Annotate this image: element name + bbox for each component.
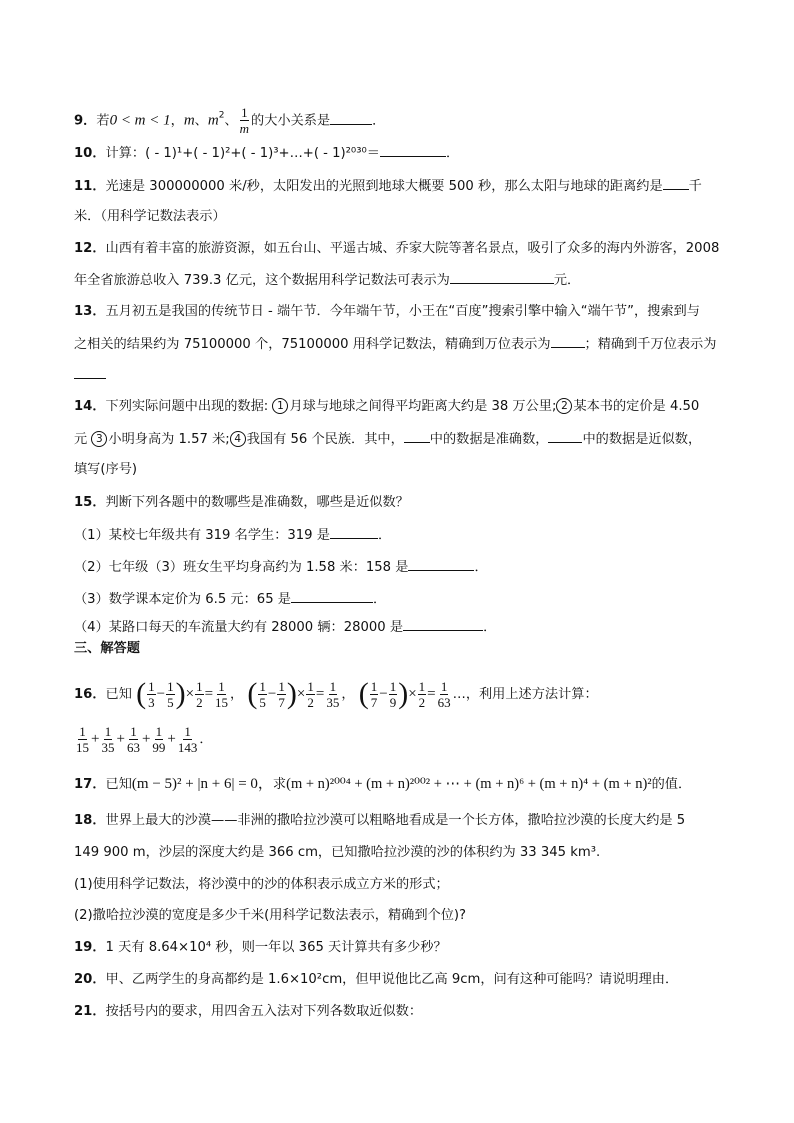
q15-blank-1[interactable]: [330, 526, 378, 539]
question-19: [74, 939, 744, 957]
q17-number: 17．: [74, 777, 106, 792]
question-16: 16．已知 ( $\frac{1}{3}$ − $\frac{1}{5}$ )× $\frac{1}{2}$ = $\frac{1}{15}$ ， ( $\frac{1}{5}$ − $\frac{1}{7}$ )× $\frac{1}{2}$ = $\frac{1}{35}$ ， ( $\frac{1}{7}$ − $\frac{1}{9}$ )× $\frac{1}{2}$ = $\frac{1}{63}$ …，利用上述方法计算：: [74, 677, 598, 710]
q12-blank[interactable]: [450, 271, 554, 284]
q16-s2n: 1: [104, 723, 112, 739]
question-12: [74, 240, 744, 258]
q15-title: 判断下列各题中的数哪些是准确数，哪些是近似数？: [105, 495, 409, 510]
q9-dun2: 、: [224, 113, 238, 129]
q11-unit: 千: [688, 179, 702, 194]
q15-item-4-label: （4）某路口每天的车流量大约有 28000 辆：28000 是: [74, 620, 404, 635]
q14-pre: 下列实际问题中出现的数据:: [105, 399, 269, 414]
q9-frac-den: m: [239, 121, 250, 136]
q9-blank[interactable]: [330, 112, 372, 125]
q15-item-2-label: （2）七年级（3）班女生平均身高约为 1.58 米：158 是: [74, 560, 409, 575]
q16-e3-hn: 1: [418, 678, 426, 694]
q16-s4d: 99: [152, 739, 166, 755]
circle-3: 3: [91, 431, 107, 447]
q16-s4n: 1: [155, 723, 163, 739]
q16-e3-rn: 1: [440, 678, 448, 694]
q15-item-1-end: ．: [377, 528, 392, 543]
q16-e3-bd: 9: [389, 694, 397, 710]
q16-end: ．: [199, 732, 213, 747]
q16-e2-rn: 1: [329, 678, 337, 694]
q11-number: 11．: [74, 179, 106, 194]
q16-e1-bd: 5: [167, 694, 174, 710]
question-14: [74, 398, 744, 416]
q16-eq2: ( $\frac{1}{5}$ − $\frac{1}{7}$ )× $\frac{1}{2}$ = $\frac{1}{35}$: [247, 677, 340, 710]
q16-eq3: ( $\frac{1}{7}$ − $\frac{1}{9}$ )× $\frac{1}{2}$ = $\frac{1}{63}$: [358, 677, 451, 710]
q16-s2d: 35: [101, 739, 115, 755]
q10-end: ．: [445, 146, 460, 161]
q17-condition: (m − 5)² + |n + 6| = 0，: [131, 776, 273, 792]
q14-item1: 月球与地球之间得平均距离大约是 38 万公里;: [289, 399, 557, 414]
q9-inequality: 0 < m < 1: [109, 112, 171, 129]
q18-number: 18．: [74, 813, 106, 828]
circle-4: 4: [230, 431, 246, 447]
q14-approx: 中的数据是近似数，: [582, 432, 702, 447]
q16-e3-an: 1: [370, 678, 378, 694]
q12-text: 山西有着丰富的旅游资源，如五台山、平遥古城、乔家大院等著名景点，吸引了众多的海内外游客，2008: [105, 241, 720, 256]
question-13-line2: [74, 335, 744, 354]
q16-e1-hd: 2: [196, 694, 203, 710]
q9-sep: ，: [170, 113, 184, 129]
question-18: [74, 812, 744, 830]
q9-fraction: [239, 106, 250, 135]
q18-text: 世界上最大的沙漠——非洲的撒哈拉沙漠可以粗略地看成是一个长方体，撒哈拉沙漠的长度大约是 5: [105, 813, 686, 828]
q13-text: 五月初五是我国的传统节日 - 端午节．今年端午节，小王在“百度”搜索引擎中输入“端午节”，搜索到与: [105, 304, 700, 319]
q9-number: 9．: [74, 113, 97, 129]
q15-blank-4[interactable]: [403, 618, 483, 631]
question-20: [74, 971, 744, 989]
q10-number: 10．: [74, 146, 106, 161]
q21-number: 21．: [74, 1004, 106, 1019]
q16-eq1: ( $\frac{1}{3}$ − $\frac{1}{5}$ )× $\frac{1}{2}$ = $\frac{1}{15}$: [136, 677, 229, 710]
q16-e1-rn: 1: [218, 678, 225, 694]
q15-item-3: [74, 590, 744, 609]
q16-pre: 已知: [105, 687, 132, 702]
q21-text: 按括号内的要求，用四舍五入法对下列各数取近似数：: [105, 1004, 423, 1019]
q16-e2-bn: 1: [278, 678, 285, 694]
question-14-line3: 填写(序号): [74, 462, 138, 477]
q15-item-2-end: ．: [474, 560, 488, 575]
q15-item-2: [74, 558, 744, 577]
question-13-line3: [74, 366, 744, 385]
q16-e1-bn: 1: [167, 678, 174, 694]
q20-number: 20．: [74, 972, 106, 987]
q10-blank[interactable]: [380, 144, 446, 157]
section-heading: 三、解答题: [74, 641, 140, 656]
q16-s1n: 1: [79, 723, 86, 739]
question-15: [74, 494, 744, 512]
q13-text3: ；精确到千万位表示为: [584, 337, 717, 352]
q15-item-1-label: （1）某校七年级共有 319 名学生：319 是: [74, 528, 330, 543]
q16-e1-hn: 1: [196, 678, 203, 694]
q16-e3-ad: 7: [370, 694, 378, 710]
q14-item2: 某本书的定价是 4.50: [573, 399, 700, 414]
question-10: [74, 144, 744, 163]
q9-end: ．: [372, 113, 386, 129]
q15-item-4-end: ．: [483, 620, 497, 635]
q16-e3-rd: 63: [437, 694, 451, 710]
q9-dun1: 、: [194, 113, 208, 129]
question-13: [74, 303, 744, 321]
q9-frac-num: 1: [241, 105, 248, 120]
question-11: [74, 177, 744, 196]
q9-m2: m: [207, 112, 219, 129]
question-11-line2: 米．（用科学记数法表示）: [74, 209, 226, 224]
q13-text2: 之相关的结果约为 75100000 个，75100000 用科学记数法，精确到万位表示为: [74, 337, 551, 352]
q18-sub-1: (1)使用科学记数法，将沙漠中的沙的体积表示成立方米的形式；: [74, 877, 449, 892]
q14-yuan: 元: [74, 432, 88, 447]
q12-end: 元．: [553, 273, 581, 288]
q15-item-3-label: （3）数学课本定价为 6.5 元：65 是: [74, 592, 291, 607]
q16-e1-rd: 15: [215, 694, 229, 710]
q17-pre: 已知: [105, 777, 132, 792]
q16-e3-hd: 2: [418, 694, 426, 710]
q15-item-1: [74, 526, 744, 545]
q9-pre: 若: [96, 113, 110, 129]
q16-sum: $\frac{1}{15}$ + $\frac{1}{35}$ + $\frac{1}{63}$ + $\frac{1}{99}$ + $\frac{1}{143}$ ．: [76, 723, 213, 755]
q11-blank[interactable]: [663, 177, 689, 190]
q16-e2-bd: 7: [278, 694, 285, 710]
q11-text: 光速是 300000000 米/秒，太阳发出的光照到地球大概要 500 秒，那么太阳与地球的距离约是: [105, 179, 663, 194]
q20-text: 甲、乙两学生的身高都约是 1.6×10²cm，但甲说他比乙高 9cm，问有这种可能吗？请说明理由．: [105, 972, 679, 987]
q16-e1-an: 1: [148, 678, 155, 694]
q16-e2-an: 1: [259, 678, 266, 694]
q12-text2: 年全省旅游总收入 739.3 亿元，这个数据用科学记数法可表示为: [74, 273, 450, 288]
q16-e2-rd: 35: [326, 694, 340, 710]
q15-item-3-end: ．: [372, 592, 387, 607]
q17-post: 的值．: [651, 777, 692, 792]
q13-blank2[interactable]: [74, 366, 106, 379]
q10-expr: ( - 1)¹+( - 1)²+( - 1)³+…+( - 1)²⁰³⁰＝: [145, 146, 380, 161]
q14-item4: 我国有 56 个民族．其中，: [246, 432, 404, 447]
q16-number: 16．: [74, 687, 106, 702]
q14-number: 14．: [74, 399, 106, 414]
circle-1: 1: [272, 398, 288, 414]
q9-post: 的大小关系是: [251, 113, 331, 129]
q16-e1-ad: 3: [148, 694, 155, 710]
q17-expression: (m + n)²⁰⁰⁴ + (m + n)²⁰⁰² + ⋯ + (m + n)⁶ + (m + n)⁴ + (m + n)²: [286, 776, 652, 792]
q16-s5n: 1: [184, 723, 191, 739]
q16-s5d: 143: [177, 739, 198, 755]
q9-m2-exp: 2: [218, 110, 225, 121]
q14-blank2[interactable]: [548, 430, 582, 443]
question-21: [74, 1003, 744, 1021]
q19-number: 19．: [74, 940, 106, 955]
question-9: [74, 106, 744, 135]
q16-e2-ad: 5: [259, 694, 266, 710]
q15-blank-2[interactable]: [408, 558, 474, 571]
q17-ask: 求: [272, 777, 287, 792]
q15-number: 15．: [74, 495, 106, 510]
question-12-line2: [74, 271, 744, 290]
q16-e3-bn: 1: [389, 678, 397, 694]
q12-number: 12．: [74, 241, 106, 256]
q16-e2-hd: 2: [307, 694, 314, 710]
q14-blank1[interactable]: [404, 430, 430, 443]
q16-s3n: 1: [130, 723, 137, 739]
q16-post: …，利用上述方法计算：: [452, 687, 598, 702]
circle-2: 2: [556, 398, 572, 414]
question-17: [74, 775, 744, 794]
q16-e2-hn: 1: [307, 678, 314, 694]
q19-text: 1 天有 8.64×10⁴ 秒，则一年以 365 天计算共有多少秒？: [105, 940, 447, 955]
q18-sub-2: (2)撒哈拉沙漠的宽度是多少千米(用科学记数法表示，精确到个位)?: [74, 908, 467, 923]
q13-number: 13．: [74, 304, 106, 319]
q15-blank-3[interactable]: [291, 590, 373, 603]
q14-exact: 中的数据是准确数，: [429, 432, 549, 447]
q13-blank1[interactable]: [551, 335, 585, 348]
question-18-line2: 149 900 m，沙层的深度大约是 366 cm，已知撒哈拉沙漠的沙的体积约为 33 345 km³.: [74, 845, 601, 860]
q16-s1d: 15: [76, 739, 89, 755]
q15-item-4: [74, 618, 744, 637]
q14-item3: 小明身高为 1.57 米;: [108, 432, 230, 447]
q9-m: m: [183, 112, 195, 129]
q16-s3d: 63: [126, 739, 140, 755]
question-14-line2: [74, 430, 744, 449]
q10-pre: 计算：: [105, 146, 146, 161]
